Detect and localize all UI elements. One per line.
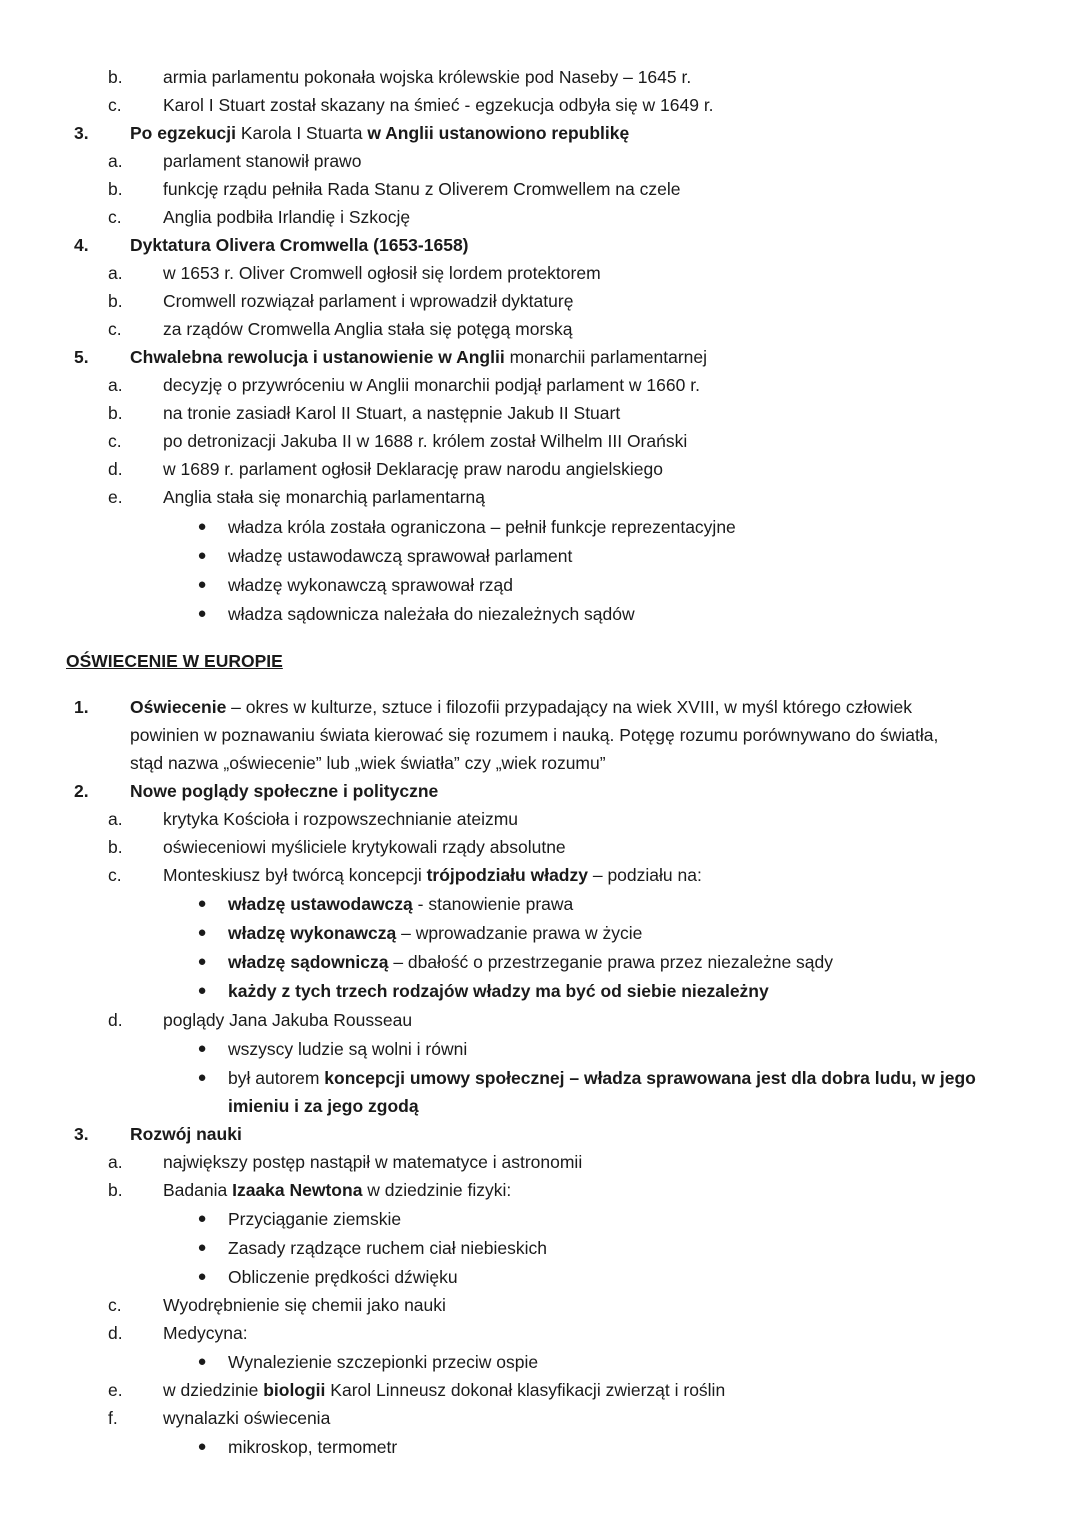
list-marker: c. [108,1295,122,1315]
list-marker: f. [108,1408,118,1428]
list-marker: 4. [74,235,89,255]
list-item-text [163,150,361,172]
list-marker: 1. [74,697,89,717]
list-item-text [163,1009,412,1031]
list-marker: c. [108,431,122,451]
list-item-text [228,603,635,625]
text-run: władzę wykonawczą sprawował rząd [228,575,513,595]
bold-text: Chwalebna rewolucja i ustanowienie w Anglii [130,347,505,367]
list-item-text [228,1208,401,1230]
text-run: w 1689 r. parlament ogłosił Deklarację praw narodu angielskiego [163,459,664,479]
text-run: poglądy Jana Jakuba Rousseau [163,1010,413,1030]
text-run: po detronizacji Jakuba II w 1688 r. królem został Wilhelm III Orański [163,431,688,451]
bullet-icon: ● [197,576,207,593]
list-marker: a. [108,151,123,171]
text-run: władzę ustawodawczą sprawował parlament [228,546,573,566]
bullet-icon: ● [197,895,207,912]
list-item-text [228,1038,467,1060]
bullet-icon: ● [197,1239,207,1256]
bullet-icon: ● [197,518,207,535]
list-marker: 3. [74,123,89,143]
list-marker: b. [108,1180,123,1200]
list-marker: e. [108,487,123,507]
list-item-text [163,458,663,480]
bold-text: władzę wykonawczą [228,923,397,943]
list-item-text [228,893,573,915]
list-marker: b. [108,403,123,423]
text-run: Wynalezienie szczepionki przeciw ospie [228,1352,539,1372]
list-item-text [228,1266,458,1288]
list-marker: d. [108,459,123,479]
text-run: Przyciąganie ziemskie [228,1209,402,1229]
text-run: władza sądownicza należała do niezależnych sądów [228,604,635,624]
text-run: krytyka Kościoła i rozpowszechnianie ateizmu [163,809,519,829]
bullet-icon: ● [197,1210,207,1227]
list-item-text [163,1322,248,1344]
bullet-icon: ● [197,1268,207,1285]
text-run: Karol I Stuart został skazany na śmieć - egzekucja odbyła się w 1649 r. [163,95,714,115]
list-marker: c. [108,319,122,339]
list-item-text [228,1436,397,1458]
text-run: Karola I Stuarta [236,123,368,143]
list-item-text [130,752,606,774]
list-marker: b. [108,67,123,87]
list-item-text [130,724,938,746]
bullet-icon: ● [197,1438,207,1455]
bold-text: Izaaka Newtona [232,1180,363,1200]
text-run: armia parlamentu pokonała wojska królewskie pod Naseby – 1645 r. [163,67,692,87]
bold-text: Nowe poglądy społeczne i polityczne [130,781,439,801]
text-run: parlament stanowił prawo [163,151,362,171]
bold-text: biologii [263,1380,326,1400]
text-run: Medycyna: [163,1323,248,1343]
list-marker: 2. [74,781,89,801]
list-item-text [163,836,566,858]
bold-text: Oświecenie [130,697,227,717]
list-marker: a. [108,1152,123,1172]
bold-text: trójpodziału władzy [426,865,588,885]
list-item-text [228,1351,538,1373]
list-item-text [228,574,513,596]
text-run: władza króla została ograniczona – pełnił funkcje reprezentacyjne [228,517,736,537]
text-run: w 1653 r. Oliver Cromwell ogłosił się lordem protektorem [163,263,601,283]
text-run: w dziedzinie [163,1380,264,1400]
text-run: Obliczenie prędkości dźwięku [228,1267,458,1287]
list-item-text [163,178,680,200]
list-item-text [228,1237,547,1259]
text-run: powinien w poznawaniu świata kierować się rozumem i nauką. Potęgę rozumu porównywano do światła, [130,725,939,745]
list-item-text [130,1123,242,1145]
text-run: Anglia stała się monarchią parlamentarną [163,487,485,507]
text-run: mikroskop, termometr [228,1437,398,1457]
list-marker: 3. [74,1124,89,1144]
list-item-text [163,290,573,312]
text-run: na tronie zasiadł Karol II Stuart, a następnie Jakub II Stuart [163,403,621,423]
bold-text: w Anglii ustanowiono republikę [367,123,630,143]
list-item-text [163,486,485,508]
list-item-text [228,922,642,944]
list-item-text [163,808,518,830]
bold-text: imieniu i za jego zgodą [228,1096,419,1116]
text-run: decyzję o przywróceniu w Anglii monarchii podjął parlament w 1660 r. [163,375,700,395]
text-run: Karol Linneusz dokonał klasyfikacji zwierząt i roślin [325,1380,726,1400]
text-run: funkcję rządu pełniła Rada Stanu z Oliverem Cromwellem na czele [163,179,681,199]
list-item-text [130,346,707,368]
text-run: Badania [163,1180,233,1200]
text-run: Monteskiusz był twórcą koncepcji [163,865,427,885]
bullet-icon: ● [197,1069,207,1086]
list-item-text [163,864,702,886]
list-item-text [228,1095,419,1117]
list-marker: b. [108,179,123,199]
list-marker: a. [108,809,123,829]
text-run: w dziedzinie fizyki: [362,1180,512,1200]
list-item-text [130,122,629,144]
list-item-text [228,516,736,538]
text-run: Zasady rządzące ruchem ciał niebieskich [228,1238,548,1258]
list-item-text [163,262,601,284]
bold-text: każdy z tych trzech rodzajów władzy ma być od siebie niezależny [228,981,769,1001]
list-item-text [228,1067,976,1089]
list-marker: c. [108,95,122,115]
text-run: - stanowienie prawa [412,894,574,914]
text-run: wszyscy ludzie są wolni i równi [228,1039,468,1059]
text-run: monarchii parlamentarnej [504,347,708,367]
list-item-text [228,980,769,1002]
text-run: był autorem [228,1068,325,1088]
text-run: – podziału na: [587,865,702,885]
section-heading: OŚWIECENIE W EUROPIE [66,651,283,671]
text-run: – wprowadzanie prawa w życie [396,923,643,943]
bullet-icon: ● [197,1353,207,1370]
list-item-text [163,1407,330,1429]
text-run: Cromwell rozwiązał parlament i wprowadził dyktaturę [163,291,574,311]
bullet-icon: ● [197,547,207,564]
list-item-text [163,374,700,396]
bullet-icon: ● [197,924,207,941]
list-item-text [163,1151,582,1173]
list-marker: 5. [74,347,89,367]
list-marker: d. [108,1323,123,1343]
bold-text: Dyktatura Olivera Cromwella (1653-1658) [130,235,469,255]
text-run: – okres w kulturze, sztuce i filozofii przypadający na wiek XVIII, w myśl którego człowiek [226,697,912,717]
bold-text: władzę ustawodawczą [228,894,413,914]
list-item-text [163,1294,446,1316]
list-marker: b. [108,837,123,857]
text-run: Wyodrębnienie się chemii jako nauki [163,1295,446,1315]
bold-text: Po egzekucji [130,123,237,143]
list-marker: c. [108,207,122,227]
text-run: – dbałość o przestrzeganie prawa przez niezależne sądy [388,952,834,972]
list-item-text [163,66,691,88]
list-item-text [130,780,438,802]
list-marker: d. [108,1010,123,1030]
bold-text: władzę sądowniczą [228,952,389,972]
list-item-text [163,430,687,452]
bullet-icon: ● [197,1040,207,1057]
text-run: oświeceniowi myśliciele krytykowali rządy absolutne [163,837,566,857]
list-item-text [163,1179,511,1201]
bold-text: koncepcji umowy społecznej – władza sprawowana jest dla dobra ludu, w jego [324,1068,976,1088]
list-item-text [163,206,410,228]
bullet-icon: ● [197,982,207,999]
list-item-text [163,1379,725,1401]
list-item-text [228,951,833,973]
text-run: stąd nazwa „oświecenie” lub „wiek światła” czy „wiek rozumu” [130,753,606,773]
list-item-text [163,94,714,116]
list-marker: a. [108,263,123,283]
list-item-text [228,545,572,567]
bold-text: Rozwój nauki [130,1124,242,1144]
bullet-icon: ● [197,605,207,622]
list-marker: b. [108,291,123,311]
list-item-text [130,696,912,718]
list-marker: a. [108,375,123,395]
text-run: największy postęp nastąpił w matematyce i astronomii [163,1152,583,1172]
list-item-text [163,318,573,340]
list-item-text [163,402,620,424]
text-run: za rządów Cromwella Anglia stała się potęgą morską [163,319,573,339]
bullet-icon: ● [197,953,207,970]
text-run: Anglia podbiła Irlandię i Szkocję [163,207,411,227]
text-run: wynalazki oświecenia [163,1408,331,1428]
list-marker: e. [108,1380,123,1400]
list-marker: c. [108,865,122,885]
list-item-text [130,234,469,256]
